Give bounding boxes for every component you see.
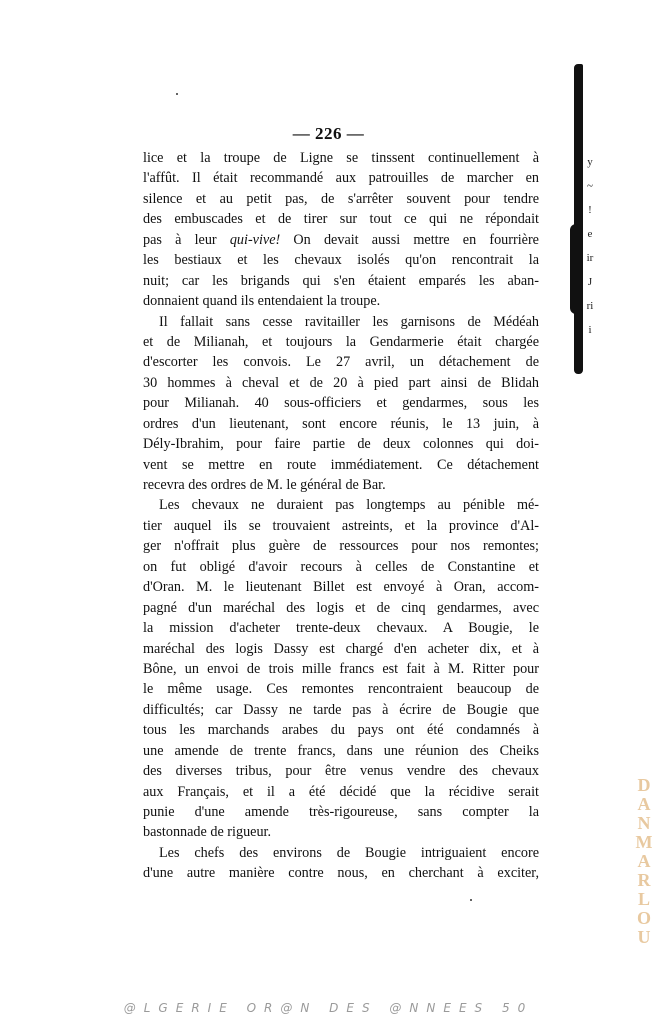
- text-line: pagné d'un maréchal des logis et de cinq gendarmes, avec: [143, 599, 539, 616]
- text-line: nuit; car les brigands qui s'en étaient emparés les aban-: [143, 272, 539, 289]
- edge-glyph: ir: [586, 252, 594, 264]
- text-line: bastonnade de rigueur.: [143, 824, 272, 841]
- text-line: tier auquel ils se trouvaient astreints, et la province d'Al-: [143, 517, 539, 534]
- text-line: pour Milianah. 40 sous-officiers et gendarmes, sous les: [143, 395, 539, 412]
- text-line: punie d'une amende très-rigoureuse, sans compter la: [143, 804, 539, 820]
- text-line: et de Milianah, et toujours la Gendarmerie était chargée: [143, 333, 539, 350]
- text-line: 30 hommes à cheval et de 20 à pied part ainsi de Blidah: [143, 374, 539, 391]
- text-line: l'affût. Il était recommandé aux patrouilles de marcher en: [143, 170, 539, 187]
- text-line: silence et au petit pas, de s'arrêter souvent pour tendre: [143, 190, 539, 207]
- text-line: maréchal des logis Dassy est chargé d'en acheter dix, et à: [143, 640, 539, 657]
- text-line: vent se mettre en route immédiatement. Ce détachement: [143, 456, 539, 473]
- text-line: des embuscades et de tirer sur tout ce qui ne répondait: [143, 211, 539, 228]
- page-number: — 226 —: [292, 124, 365, 143]
- text-line: une amende de trente francs, dans une réunion des Cheiks: [143, 742, 539, 759]
- ink-speck: [470, 899, 472, 901]
- text-line: lice et la troupe de Ligne se tinssent continuellement à: [143, 150, 539, 166]
- text-line: recevra des ordres de M. le général de Bar.: [143, 477, 386, 493]
- text-line: aux Français, et il a été décidé que la récidive serait: [143, 783, 539, 800]
- text-line: d'escorter les convois. Le 27 avril, un détachement de: [143, 354, 539, 371]
- edge-glyph: !: [588, 204, 592, 216]
- margin-edge-glyphs: [583, 150, 597, 342]
- text-line: Dély-Ibrahim, pour faire partie de deux colonnes qui doi-: [143, 436, 539, 453]
- body-text: [143, 148, 539, 884]
- text-line: ger n'offrait plus guère de ressources pour nos remontes;: [143, 538, 539, 555]
- text-line: on fut obligé d'avoir recours à celles de Constantine et: [143, 558, 539, 575]
- ink-speck: [176, 93, 178, 95]
- text-line: d'Oran. M. le lieutenant Billet est envoyé à Oran, accom-: [143, 579, 539, 596]
- side-watermark: DANMARLOU: [635, 775, 653, 947]
- text-line: ordres d'un lieutenant, sont encore réunis, le 13 juin, à: [143, 415, 539, 432]
- text-line: pas à leur qui-vive! On devait aussi mettre en fourrière: [143, 231, 539, 248]
- edge-glyph: ~: [587, 180, 593, 192]
- text-line: la mission d'acheter trente-deux chevaux. A Bougie, le: [143, 620, 539, 637]
- text-line: Bône, un envoi de trois mille francs est fait à M. Ritter pour: [143, 660, 539, 677]
- paragraph-start-line: Il fallait sans cesse ravitailler les garnisons de Médéah: [159, 313, 539, 330]
- edge-glyph: i: [588, 324, 592, 336]
- edge-glyph: e: [587, 228, 593, 240]
- text-line: tous les marchands arabes du pays ont été condamnés à: [143, 722, 539, 739]
- text-line: d'une autre manière contre nous, en cherchant à exciter,: [143, 865, 539, 882]
- text-line: des diverses tribus, pour être venus vendre des chevaux: [143, 763, 539, 780]
- binding-shadow: [574, 64, 583, 374]
- paragraph-start-line: Les chevaux ne duraient pas longtemps au pénible mé-: [159, 497, 539, 514]
- footer-watermark: @LGERIE OR@N DES @NNEES 50: [123, 1001, 534, 1015]
- edge-glyph: J: [587, 276, 593, 288]
- text-line: les bestiaux et les chevaux isolés qu'on rencontrait la: [143, 252, 539, 269]
- text-line: le même usage. Ces remontes rencontraient beaucoup de: [143, 681, 539, 698]
- edge-glyph: y: [587, 156, 593, 168]
- text-line: difficultés; car Dassy ne tarde pas à écrire de Bougie que: [143, 701, 539, 718]
- text-line: donnaient quand ils entendaient la troupe.: [143, 293, 381, 310]
- paragraph-start-line: Les chefs des environs de Bougie intriguaient encore: [159, 844, 539, 861]
- edge-glyph: ri: [586, 300, 594, 312]
